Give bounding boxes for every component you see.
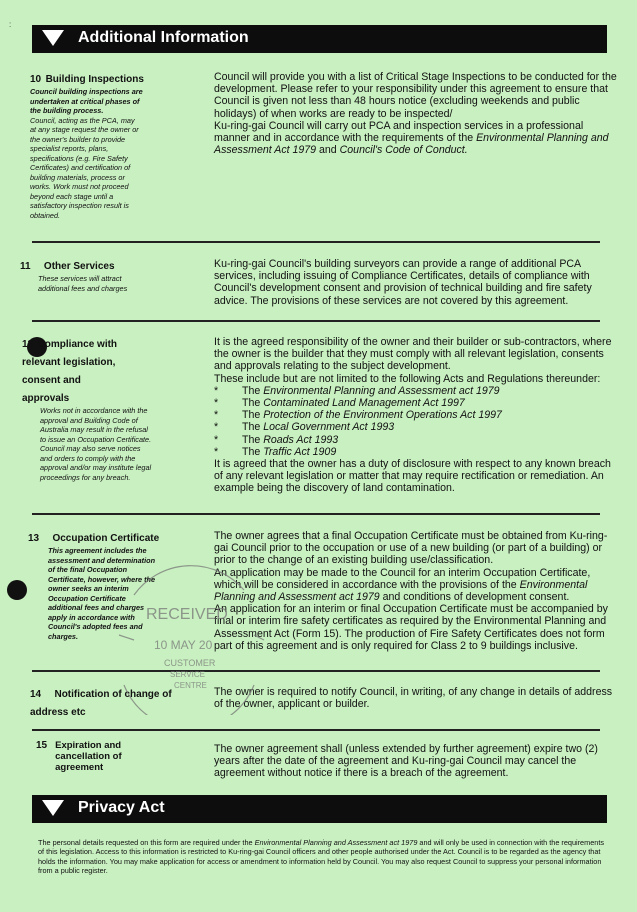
section-15-body	[214, 743, 619, 780]
paragraph: An application for an interim or final Occupation Certificate must be accompanied by final or interim fire safety certificates as required by the Environmental Planning and Assessment Act (Form 15). The production of Fire Safety Certificates does not form part of this agreement and is only required for Class 2 to 9 buildings inclusive.	[214, 603, 608, 652]
section-heading: Other Services	[43, 261, 115, 272]
section-heading: Compliance with relevant legislation, consent and approvals	[22, 339, 118, 404]
stamp-received: RECEIVED	[146, 606, 228, 623]
section-13-label	[28, 528, 198, 641]
section-note: Works not in accordance with the approval and Building Code of Australia may result in the refusal to issue an Occupation Certificate. Council may also serve notices and orders to comply with the approval and/or may institute legal proceedings for any breach.	[40, 406, 152, 482]
paragraph: Ku-ring-gai Council will carry out PCA and inspection services in a professional manner and in accordance with the requirements of the Environmental Planning and Assessment Act 1979 and Council's Code of Conduct.	[214, 119, 609, 157]
section-number: 11	[20, 261, 31, 272]
punch-hole-mark	[7, 580, 27, 600]
act-list-item: * The Traffic Act 1909	[214, 446, 619, 458]
additional-information-banner	[32, 25, 607, 53]
section-divider	[32, 241, 600, 243]
margin-mark: :	[9, 20, 12, 29]
act-list-item: * The Protection of the Environment Operations Act 1997	[214, 409, 619, 421]
paragraph: It is the agreed responsibility of the owner and their builder or sub-contractors, where the owner is the builder that they must comply with all relevant legislation, consents and approvals relating to the subject development.	[214, 336, 612, 373]
paragraph: The owner agrees that a final Occupation Certificate must be obtained from Ku-ring-gai Council prior to the occupation or use of a new building (or part of a building) or prior to the change of an existing building use/classification.	[214, 530, 608, 567]
section-heading: Notification of change of address etc	[30, 689, 172, 718]
paragraph: An application may be made to the Council for an interim Occupation Certificate, which will be considered in accordance with the provisions of the Environmental Planning and Assessment act 1979 and conditions of development consent.	[214, 566, 591, 604]
section-12-body	[214, 336, 619, 495]
stamp-service: SERVICE	[170, 670, 205, 679]
section-divider	[32, 320, 600, 322]
stamp-centre: CENTRE	[174, 681, 207, 690]
section-heading: Occupation Certificate	[52, 533, 160, 544]
act-list-item: * The Roads Act 1993	[214, 434, 619, 446]
section-divider	[32, 670, 600, 672]
section-13-body	[214, 530, 619, 652]
section-note: Council, acting as the PCA, may at any stage request the owner or the owner's builder to provide specialist reports, plans, specifications (e.g. Fire Safety Certificates) and certification of building materials, process or works. Work must not proceed beyond each stage until a satisfactory inspection result is obtained.	[30, 115, 139, 220]
section-11-label	[20, 256, 190, 293]
section-12-label	[22, 334, 192, 482]
paragraph: Ku-ring-gai Council's building surveyors can provide a range of additional PCA services, including issuing of Compliance Certificates, details of compliance with Council's development consent and provision of technical building and fire safety advice. The provisions of these services are not covered by this agreement.	[214, 258, 592, 307]
section-number: 10	[30, 74, 42, 85]
paragraph: Council will provide you with a list of Critical Stage Inspections to be conducted for the development. Please refer to your responsibility under this agreement to ensure that Council is given not less than 48 hours notice (excluding weekends and public holidays) of when works are ready to be inspected/	[214, 71, 617, 120]
privacy-statement: The personal details requested on this form are required under the Environmental Planning and Assessment act 1979 and will only be used in connection with the requirements of this legislation. Access to this information is restricted to Ku-ring-gai Council officers and other people authorised under the Act. Council is to be regarded as the agency that holds the information. You may make application for access or amendment to information held by Council. You may also request Council to suppress your personal information from a public register.	[38, 838, 604, 875]
section-subheading: Council building inspections are undertaken at critical phases of the building process.	[30, 87, 143, 115]
paragraph: These include but are not limited to the following Acts and Regulations thereunder:	[214, 372, 601, 385]
section-number: 15	[36, 740, 48, 751]
stamp-date: 10 MAY 20	[154, 638, 213, 652]
section-number: 12	[22, 339, 34, 350]
triangle-down-icon	[42, 800, 64, 816]
act-list-item: * The Environmental Planning and Assessment act 1979	[214, 385, 619, 397]
section-11-body	[214, 258, 619, 307]
stamp-customer: CUSTOMER	[164, 658, 216, 668]
acts-list	[214, 385, 619, 458]
triangle-down-icon	[42, 30, 64, 46]
section-14-label	[30, 684, 200, 720]
act-list-item: * The Local Government Act 1993	[214, 421, 619, 433]
paragraph: The owner agreement shall (unless extended by further agreement) expire two (2) years after the date of the agreement and Ku-ring-gai Council may cancel the agreement without notice if there is a breach of the agreement.	[214, 743, 598, 780]
section-10-body	[214, 71, 619, 156]
section-14-body	[214, 686, 619, 710]
paragraph: The owner is required to notify Council, in writing, of any change in details of address of the owner, applicant or builder.	[214, 686, 613, 711]
banner-title: Privacy Act	[78, 799, 165, 816]
section-heading: Expiration and cancellation of agreement	[55, 740, 122, 773]
section-subheading: This agreement includes the assessment and determination of the final Occupation Certificate, however, where the owner seeks an interim Occupation Certificate additional fees and charges apply in accordance with Council's adopted fees and charges.	[48, 546, 156, 641]
paragraph: It is agreed that the owner has a duty of disclosure with respect to any known breach of any relevant legislation or matter that may require rectification or remediation. An example being the discovery of land contamination.	[214, 458, 611, 495]
section-divider	[32, 729, 600, 731]
section-15-label	[36, 740, 206, 773]
section-heading: Building Inspections	[45, 74, 144, 85]
section-divider	[32, 513, 600, 515]
banner-title: Additional Information	[78, 29, 249, 46]
section-number: 14	[30, 689, 42, 700]
act-list-item: * The Contaminated Land Management Act 1997	[214, 397, 619, 409]
section-10-label	[30, 69, 200, 220]
section-note: These services will attract additional fees and charges	[38, 274, 128, 293]
section-number: 13	[28, 533, 40, 544]
privacy-act-banner	[32, 795, 607, 823]
